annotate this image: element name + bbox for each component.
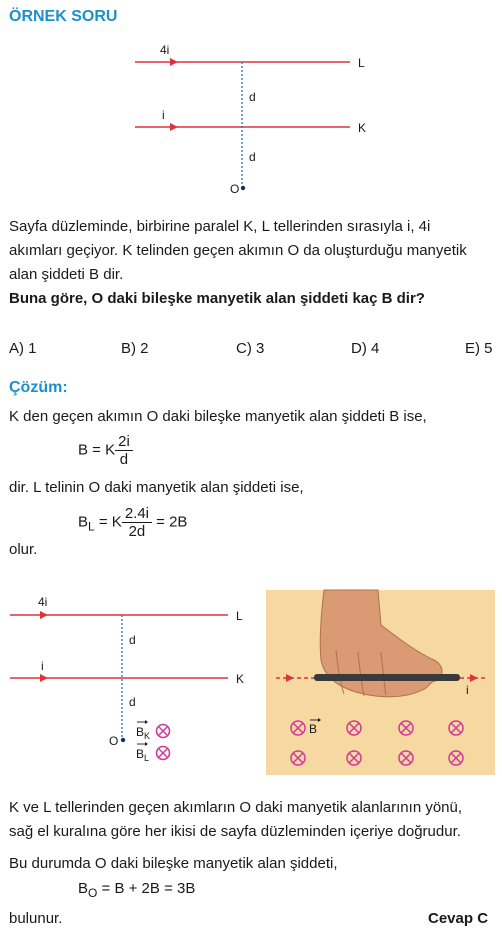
equation-b-o: $B_O = B + 2B = 3B$ (78, 880, 196, 900)
conclusion-text (9, 796, 495, 844)
conclusion-line-3: Bu durumda O daki bileşke manyetik alan şiddeti, (9, 855, 338, 872)
into-page-icon-bl (157, 747, 170, 760)
option-b[interactable]: B) 2 (121, 340, 149, 357)
current-arrow-l-2 (40, 611, 48, 619)
label-i-2: i (41, 659, 44, 673)
current-arrow-l (170, 58, 178, 66)
answer-label: Cevap C (428, 910, 489, 927)
equation-b-l: $B_L = K$ $\frac{2.4i}{2d}$ = 2B (78, 505, 188, 540)
equation-b-k (78, 433, 133, 468)
solution-line-3: olur. (9, 541, 38, 558)
label-wire-k-2: K (236, 672, 245, 686)
label-4i: 4i (160, 43, 170, 57)
solution-line-1: K den geçen akımın O daki bileşke manyetik alan şiddeti B ise, (9, 408, 427, 425)
label-d2: d (249, 150, 256, 164)
solution-heading: Çözüm: (9, 379, 68, 396)
option-d[interactable]: D) 4 (351, 340, 380, 357)
into-page-icon-bk (157, 725, 170, 738)
eq1-fraction: $\frac{2i}{d}$ (115, 433, 133, 468)
eq1-left: B = K (78, 441, 116, 459)
label-i: i (162, 108, 165, 122)
point-o-dot-2 (121, 738, 125, 742)
current-arrow-k-2 (40, 674, 48, 682)
right-hand-rule-illustration (266, 590, 495, 775)
option-c[interactable]: C) 3 (236, 340, 265, 357)
label-4i-2: 4i (38, 595, 48, 609)
label-d1-2: d (129, 633, 136, 647)
photo-label-b: B (309, 722, 318, 736)
question-line-1: Sayfa düzleminde, birbirine paralel K, L tellerinden sırasıyla i, 4i (9, 218, 431, 235)
label-o-2: O (109, 734, 119, 748)
question-line-3: alan şiddeti B dir. (9, 266, 124, 283)
label-o: O (230, 182, 240, 196)
label-wire-l-2: L (236, 609, 243, 623)
label-bl: $B_L$ (136, 747, 150, 763)
label-d2-2: d (129, 695, 136, 709)
solution-line-2: dir. L telinin O daki manyetik alan şiddeti ise, (9, 479, 304, 496)
label-bk: $B_K$ (136, 725, 151, 741)
question-text (9, 215, 495, 311)
label-wire-k: K (358, 121, 367, 135)
conclusion-line-4: bulunur. (9, 910, 63, 927)
conclusion-line-2: sağ el kuralına göre her ikisi de sayfa düzleminden içeriye doğrudur. (9, 823, 461, 840)
photo-label-i: i (466, 683, 469, 697)
conclusion-line-1: K ve L tellerinden geçen akımların O daki manyetik alanlarının yönü, (9, 799, 463, 816)
point-o-dot (241, 186, 245, 190)
eq2-fraction: $\frac{2.4i}{2d}$ (122, 505, 152, 540)
label-d1: d (249, 90, 256, 104)
question-line-2: akımları geçiyor. K telinden geçen akımın O da oluşturduğu manyetik (9, 242, 467, 259)
label-wire-l: L (358, 56, 365, 70)
example-heading: ÖRNEK SORU (9, 8, 118, 25)
wire-rod (314, 674, 460, 681)
question-prompt: Buna göre, O daki bileşke manyetik alan şiddeti kaç B dir? (9, 290, 425, 307)
diagram-wires-solution (0, 585, 270, 785)
option-e[interactable]: E) 5 (465, 340, 493, 357)
option-a[interactable]: A) 1 (9, 340, 37, 357)
current-arrow-k (170, 123, 178, 131)
diagram-wires-question (0, 0, 502, 200)
